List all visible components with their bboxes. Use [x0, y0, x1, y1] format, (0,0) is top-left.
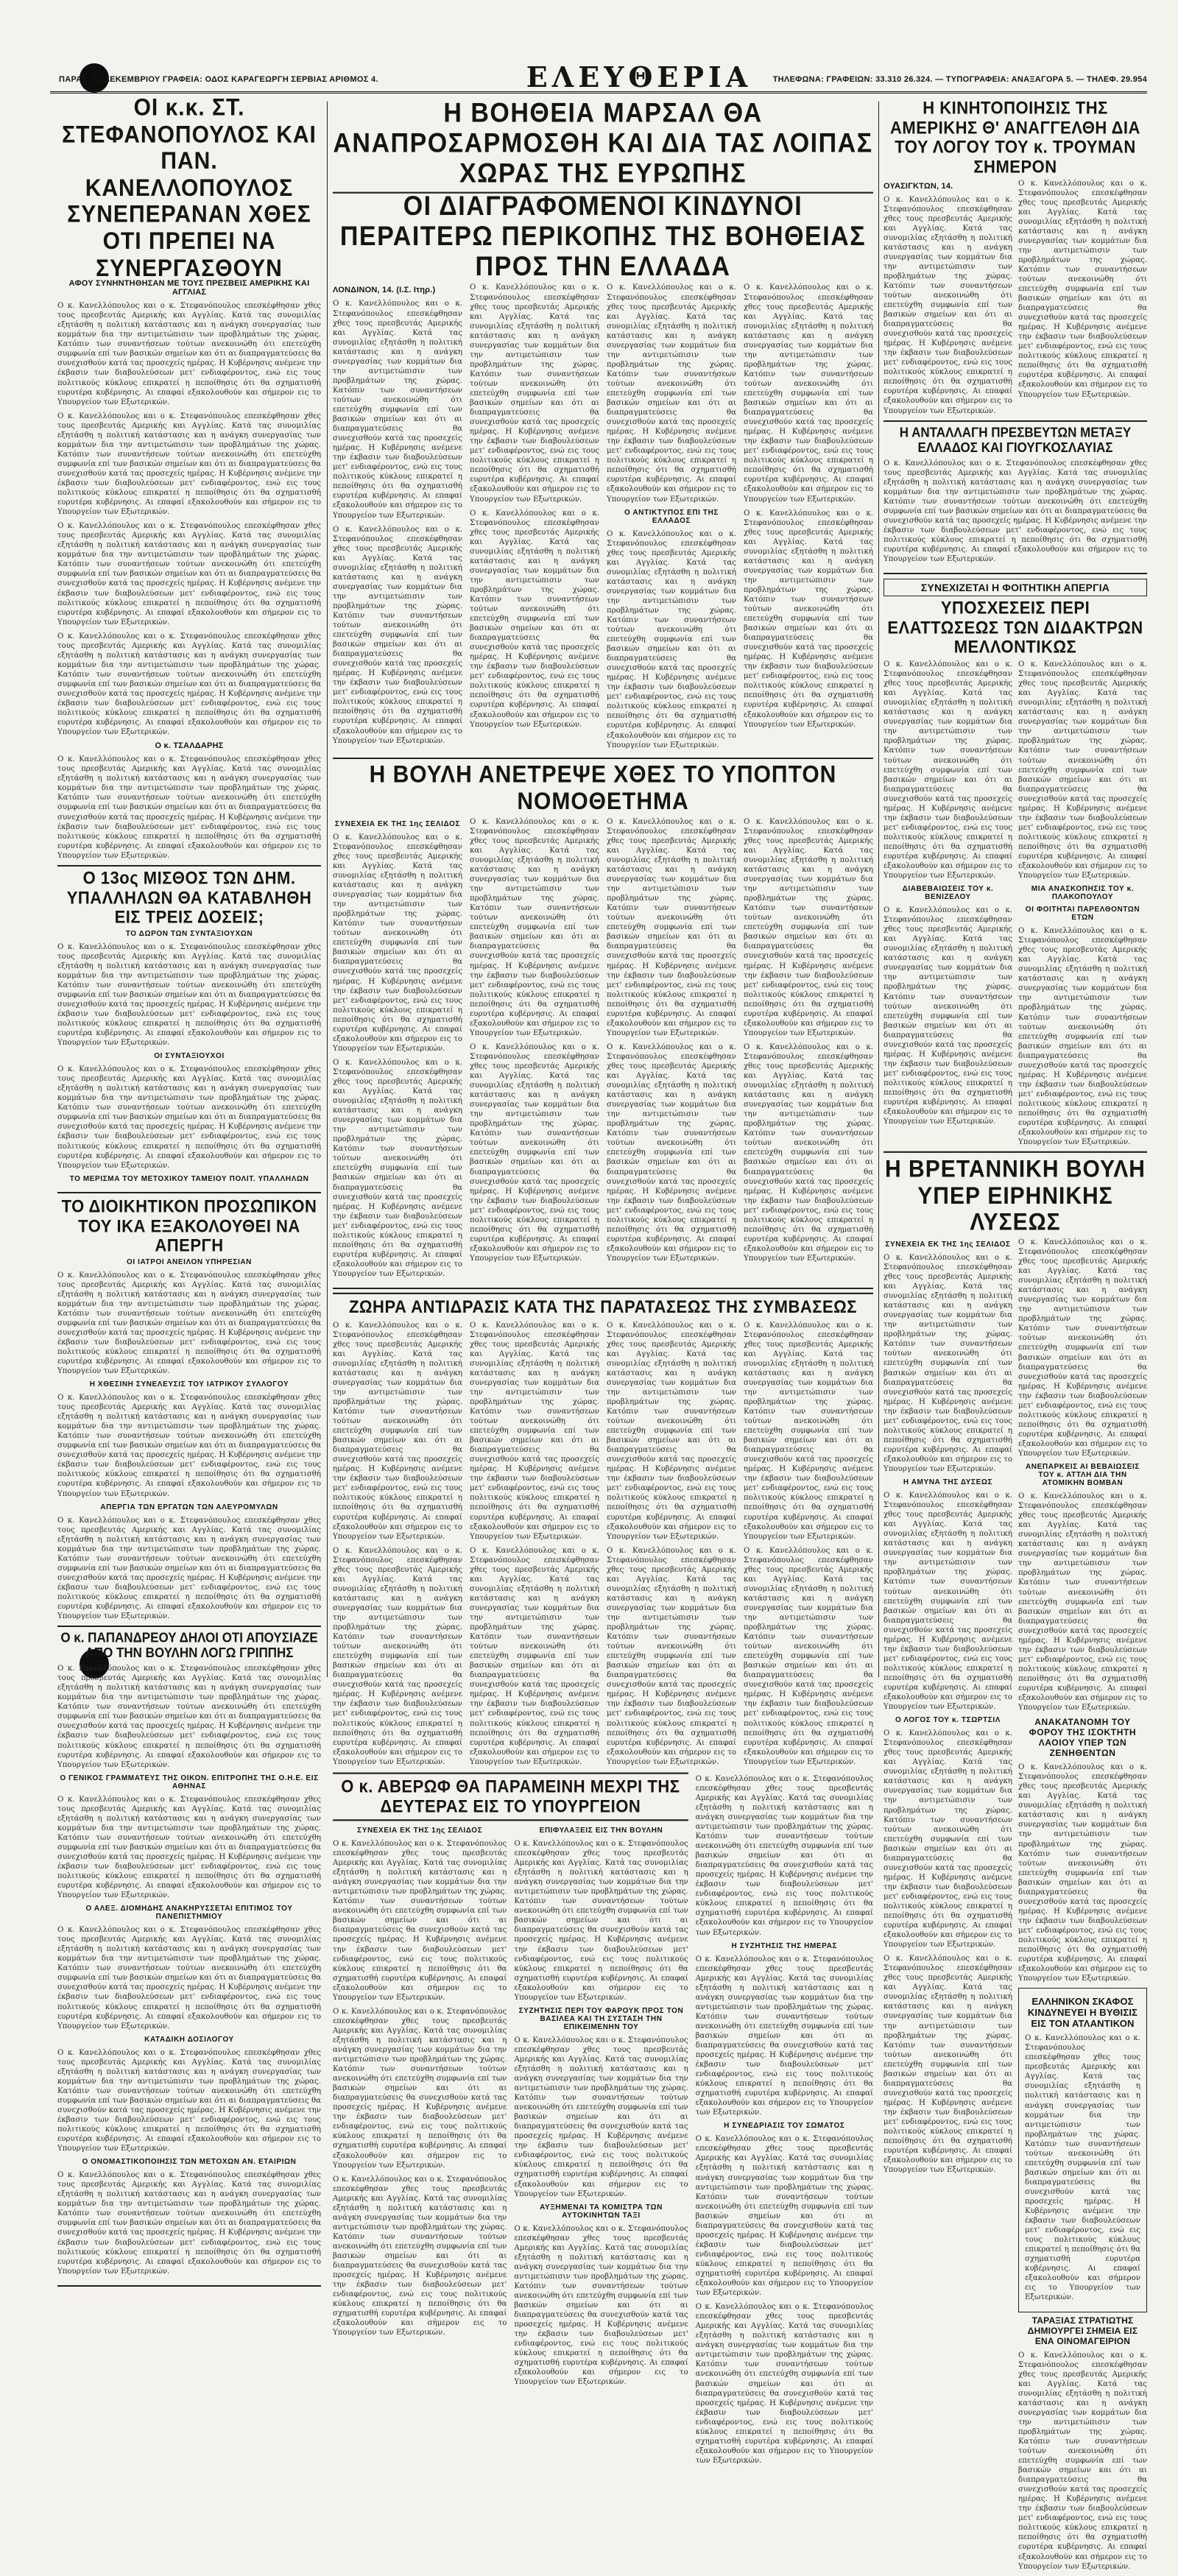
article-body: Ο κ. Κανελλόπουλος και ο κ. Στεφανόπουλος επεσκέφθησαν χθες τους πρεσβευτάς Αμερικής και Αγγλίας. Κατά τας συνομιλίας εξητάσθη η πολιτική κατάστασις και η ανάγκη συνεργασίας των κομμάτων δια την αντιμετώπισιν των προβλημάτων της χώρας. Κατόπιν των συναντήσεων τούτων ανεκοινώθη ότι επετεύχθη συμφωνία επί των βασικών σημείων και ότι αι διαπραγματεύσεις θα συνεχισθούν κατά τας προσεχείς ημέρας. Η Κυβέρνησις ανέμενε την έκβασιν των διαβουλεύσεων μετ' ενδιαφέροντος, ενώ εις τους πολιτικούς κύκλους επικρατεί η πεποίθησις ότι θα σχηματισθή ευρυτέρα κυβέρνησις. Αι επαφαί εξακολουθούν και σήμερον εις το Υπουργείον των Εξωτερικών. [470, 1042, 599, 1263]
article-body: Ο κ. Κανελλόπουλος και ο κ. Στεφανόπουλος επεσκέφθησαν χθες τους πρεσβευτάς Αμερικής και Αγγλίας. Κατά τας συνομιλίας εξητάσθη η πολιτική κατάστασις και η ανάγκη συνεργασίας των κομμάτων δια την αντιμετώπισιν των προβλημάτων της χώρας. Κατόπιν των συναντήσεων τούτων ανεκοινώθη ότι επετεύχθη συμφωνία επί των βασικών σημείων και ότι αι διαπραγματεύσεις θα συνεχισθούν κατά τας προσεχείς ημέρας. Η Κυβέρνησις ανέμενε την έκβασιν των διαβουλεύσεων μετ' ενδιαφέροντος, ενώ εις τους πολιτικούς κύκλους επικρατεί η πεποίθησις ότι θα σχηματισθή ευρυτέρα κυβέρνησις. Αι επαφαί εξακολουθούν και σήμερον εις το Υπουργείον των Εξωτερικών. [470, 1321, 599, 1541]
column-rule [327, 102, 328, 1677]
subhead: Ο ΓΕΝΙΚΟΣ ΓΡΑΜΜΑΤΕΥΣ ΤΗΣ ΟΙΚΟΝ. ΕΠΙΤΡΟΠΗΣ ΤΗΣ Ο.Η.Ε. ΕΙΣ ΑΘΗΝΑΣ [60, 1774, 319, 1790]
story-student-strike [884, 579, 1147, 1151]
article-body: Ο κ. Κανελλόπουλος και ο κ. Στεφανόπουλος επεσκέφθησαν χθες τους πρεσβευτάς Αμερικής και Αγγλίας. Κατά τας συνομιλίας εξητάσθη η πολιτική κατάστασις και η ανάγκη συνεργασίας των κομμάτων δια την αντιμετώπισιν των προβλημάτων της χώρας. Κατόπιν των συναντήσεων τούτων ανεκοινώθη ότι επετεύχθη συμφωνία επί των βασικών σημείων και ότι αι διαπραγματεύσεις θα συνεχισθούν κατά τας προσεχείς ημέρας. Η Κυβέρνησις ανέμενε την έκβασιν των διαβουλεύσεων μετ' ενδιαφέροντος, ενώ εις τους πολιτικούς κύκλους επικρατεί η πεποίθησις ότι θα σχηματισθή ευρυτέρα κυβέρνησις. Αι επαφαί εξακολουθούν και σήμερον εις το Υπουργείον των Εξωτερικών. [744, 1042, 873, 1263]
text-column [1018, 179, 1147, 420]
continued-label: ΣΥΝΕΧΕΙΑ ΕΚ ΤΗΣ 1ης ΣΕΛΙΔΟΣ [334, 819, 461, 828]
article-body: Ο κ. Κανελλόπουλος και ο κ. Στεφανόπουλος επεσκέφθησαν χθες τους πρεσβευτάς Αμερικής και Αγγλίας. Κατά τας συνομιλίας εξητάσθη η πολιτική κατάστασις και η ανάγκη συνεργασίας των κομμάτων δια την αντιμετώπισιν των προβλημάτων της χώρας. Κατόπιν των συναντήσεων τούτων ανεκοινώθη ότι επετεύχθη συμφωνία επί των βασικών σημείων και ότι αι διαπραγματεύσεις θα συνεχισθούν κατά τας προσεχείς ημέρας. Η Κυβέρνησις ανέμενε την έκβασιν των διαβουλεύσεων μετ' ενδιαφέροντος, ενώ εις τους πολιτικούς κύκλους επικρατεί η πεποίθησις ότι θα σχηματισθή ευρυτέρα κυβέρνησις. Αι επαφαί εξακολουθούν και σήμερον εις το Υπουργείον των Εξωτερικών. [57, 942, 321, 1048]
left-column [57, 94, 321, 2276]
text-column [884, 179, 1012, 420]
headline: Η ΒΡΕΤΑΝΝΙΚΗ ΒΟΥΛΗ ΥΠΕΡ ΕΙΡΗΝΙΚΗΣ ΛΥΣΕΩΣ [884, 1151, 1147, 1236]
article-body: Ο κ. Κανελλόπουλος και ο κ. Στεφανόπουλος επεσκέφθησαν χθες τους πρεσβευτάς Αμερικής και Αγγλίας. Κατά τας συνομιλίας εξητάσθη η πολιτική κατάστασις και η ανάγκη συνεργασίας των κομμάτων δια την αντιμετώπισιν των προβλημάτων της χώρας. Κατόπιν των συναντήσεων τούτων ανεκοινώθη ότι επετεύχθη συμφωνία επί των βασικών σημείων και ότι αι διαπραγματεύσεις θα συνεχισθούν κατά τας προσεχείς ημέρας. Η Κυβέρνησις ανέμενε την έκβασιν των διαβουλεύσεων μετ' ενδιαφέροντος, ενώ εις τους πολιτικούς κύκλους επικρατεί η πεποίθησις ότι θα σχηματισθή ευρυτέρα κυβέρνησις. Αι επαφαί εξακολουθούν και σήμερον εις το Υπουργείον των Εξωτερικών. [884, 906, 1012, 1126]
subhead: ΑΝΕΠΑΡΚΕΙΣ ΑΙ ΒΕΒΑΙΩΣΕΙΣ ΤΟΥ κ. ΑΤΤΛΗ ΔΙΑ ΤΗΝ ΑΤΟΜΙΚΗΝ ΒΟΜΒΑΝ [1025, 1463, 1140, 1488]
subhead: ΕΛΛΗΝΙΚΟΝ ΣΚΑΦΟΣ ΚΙΝΔΥΝΕΥΕΙ Η ΒΥΘΙΣΙΣ ΕΙΣ ΤΟΝ ΑΤΛΑΝΤΙΚΟΝ [1027, 1996, 1138, 2030]
dateline: ΛΟΝΔΙΝΟΝ, 14. (Ι.Σ. Ιτηρ.) [333, 286, 436, 295]
article-body: Ο κ. Κανελλόπουλος και ο κ. Στεφανόπουλος επεσκέφθησαν χθες τους πρεσβευτάς Αμερικής και Αγγλίας. Κατά τας συνομιλίας εξητάσθη η πολιτική κατάστασις και η ανάγκη συνεργασίας των κομμάτων δια την αντιμετώπισιν των προβλημάτων της χώρας. Κατόπιν των συναντήσεων τούτων ανεκοινώθη ότι επετεύχθη συμφωνία επί των βασικών σημείων και ότι αι διαπραγματεύσεις θα συνεχισθούν κατά τας προσεχείς ημέρας. Η Κυβέρνησις ανέμενε την έκβασιν των διαβουλεύσεων μετ' ενδιαφέροντος, ενώ εις τους πολιτικούς κύκλους επικρατεί η πεποίθησις ότι θα σχηματισθή ευρυτέρα κυβέρνησις. Αι επαφαί εξακολουθούν και σήμερον εις το Υπουργείον των Εξωτερικών. [607, 529, 736, 749]
kicker: ΣΥΝΕΧΙΖΕΤΑΙ Η ΦΟΙΤΗΤΙΚΗ ΑΠΕΡΓΙΑ [884, 579, 1147, 596]
text-column [333, 817, 462, 1283]
newspaper-title: ΕΛΕΥΘΕΡΙΑ [526, 60, 752, 93]
headline: Ο κ. ΠΑΠΑΝΔΡΕΟΥ ΔΗΛΟΙ ΟΤΙ ΑΠΟΥΣΙΑΖΕ ΑΠΟ ΤΗΝ ΒΟΥΛΗΝ ΛΟΓΩ ΓΡΙΠΠΗΣ [60, 1630, 318, 1661]
text-column [1018, 660, 1147, 1151]
article-body: Ο κ. Κανελλόπουλος και ο κ. Στεφανόπουλος επεσκέφθησαν χθες τους πρεσβευτάς Αμερικής και Αγγλίας. Κατά τας συνομιλίας εξητάσθη η πολιτική κατάστασις και η ανάγκη συνεργασίας των κομμάτων δια την αντιμετώπισιν των προβλημάτων της χώρας. Κατόπιν των συναντήσεων τούτων ανεκοινώθη ότι επετεύχθη συμφωνία επί των βασικών σημείων και ότι αι διαπραγματεύσεις θα συνεχισθούν κατά τας προσεχείς ημέρας. Η Κυβέρνησις ανέμενε την έκβασιν των διαβουλεύσεων μετ' ενδιαφέροντος, ενώ εις τους πολιτικούς κύκλους επικρατεί η πεποίθησις ότι θα σχηματισθή ευρυτέρα κυβέρνησις. Αι επαφαί εξακολουθούν και σήμερον εις το Υπουργείον των Εξωτερικών. [333, 1321, 462, 1541]
article-body: Ο κ. Κανελλόπουλος και ο κ. Στεφανόπουλος επεσκέφθησαν χθες τους πρεσβευτάς Αμερικής και Αγγλίας. Κατά τας συνομιλίας εξητάσθη η πολιτική κατάστασις και η ανάγκη συνεργασίας των κομμάτων δια την αντιμετώπισιν των προβλημάτων της χώρας. Κατόπιν των συναντήσεων τούτων ανεκοινώθη ότι επετεύχθη συμφωνία επί των βασικών σημείων και ότι αι διαπραγματεύσεις θα συνεχισθούν κατά τας προσεχείς ημέρας. Η Κυβέρνησις ανέμενε την έκβασιν των διαβουλεύσεων μετ' ενδιαφέροντος, ενώ εις τους πολιτικούς κύκλους επικρατεί η πεποίθησις ότι θα σχηματισθή ευρυτέρα κυβέρνησις. Αι επαφαί εξακολουθούν και σήμερον εις το Υπουργείον των Εξωτερικών. [57, 1665, 321, 1769]
subhead: ΔΙΑΒΕΒΑΙΩΣΕΙΣ ΤΟΥ κ. ΒΕΝΙΖΕΛΟΥ [902, 885, 994, 902]
story-papandreou [57, 1626, 321, 2287]
article-body: Ο κ. Κανελλόπουλος και ο κ. Στεφανόπουλος επεσκέφθησαν χθες τους πρεσβευτάς Αμερικής και Αγγλίας. Κατά τας συνομιλίας εξητάσθη η πολιτική κατάστασις και η ανάγκη συνεργασίας των κομμάτων δια την αντιμετώπισιν των προβλημάτων της χώρας. Κατόπιν των συναντήσεων τούτων ανεκοινώθη ότι επετεύχθη συμφωνία επί των βασικών σημείων και ότι αι διαπραγματεύσεις θα συνεχισθούν κατά τας προσεχείς ημέρας. Η Κυβέρνησις ανέμενε την έκβασιν των διαβουλεύσεων μετ' ενδιαφέροντος, ενώ εις τους πολιτικούς κύκλους επικρατεί η πεποίθησις ότι θα σχηματισθή ευρυτέρα κυβέρνησις. Αι επαφαί εξακολουθούν και σήμερον εις το Υπουργείον των Εξωτερικών. [695, 1774, 873, 1937]
article-body: Ο κ. Κανελλόπουλος και ο κ. Στεφανόπουλος επεσκέφθησαν χθες τους πρεσβευτάς Αμερικής και Αγγλίας. Κατά τας συνομιλίας εξητάσθη η πολιτική κατάστασις και η ανάγκη συνεργασίας των κομμάτων δια την αντιμετώπισιν των προβλημάτων της χώρας. Κατόπιν των συναντήσεων τούτων ανεκοινώθη ότι επετεύχθη συμφωνία επί των βασικών σημείων και ότι αι διαπραγματεύσεις θα συνεχισθούν κατά τας προσεχείς ημέρας. Η Κυβέρνησις ανέμενε την έκβασιν των διαβουλεύσεων μετ' ενδιαφέροντος, ενώ εις τους πολιτικούς κύκλους επικρατεί η πεποίθησις ότι θα σχηματισθή ευρυτέρα κυβέρνησις. Αι επαφαί εξακολουθούν και σήμερον εις το Υπουργείον των Εξωτερικών. [744, 817, 873, 1037]
article-body: Ο κ. Κανελλόπουλος και ο κ. Στεφανόπουλος επεσκέφθησαν χθες τους πρεσβευτάς Αμερικής και Αγγλίας. Κατά τας συνομιλίας εξητάσθη η πολιτική κατάστασις και η ανάγκη συνεργασίας των κομμάτων δια την αντιμετώπισιν των προβλημάτων της χώρας. Κατόπιν των συναντήσεων τούτων ανεκοινώθη ότι επετεύχθη συμφωνία επί των βασικών σημείων και ότι αι διαπραγματεύσεις θα συνεχισθούν κατά τας προσεχείς ημέρας. Η Κυβέρνησις ανέμενε την έκβασιν των διαβουλεύσεων μετ' ενδιαφέροντος, ενώ εις τους πολιτικούς κύκλους επικρατεί η πεποίθησις ότι θα σχηματισθή ευρυτέρα κυβέρνησις. Αι επαφαί εξακολουθούν και σήμερον εις το Υπουργείον των Εξωτερικών. [884, 195, 1012, 415]
story-stefanopoulos [57, 94, 321, 861]
center-column [333, 98, 873, 2465]
right-column [884, 97, 1147, 2571]
headline: ΟΙ κ.κ. ΣΤ. ΣΤΕΦΑΝΟΠΟΥΛΟΣ ΚΑΙ ΠΑΝ. ΚΑΝΕΛΛΟΠΟΥΛΟΣ ΣΥΝΕΠΕΡΑΝΑΝ ΧΘΕΣ ΟΤΙ ΠΡΕΠΕΙ ΝΑ ΣΥΝΕΡΓΑΣΘΟΥΝ [62, 94, 317, 281]
text-column [470, 283, 599, 754]
subhead: Ο ΟΝΟΜΑΣΤΙΚΟΠΟΙΗΣΙΣ ΤΩΝ ΜΕΤΟΧΩΝ ΑΝ. ΕΤΑΙΡΙΩΝ [82, 2158, 297, 2167]
article-body: Ο κ. Κανελλόπουλος και ο κ. Στεφανόπουλος επεσκέφθησαν χθες τους πρεσβευτάς Αμερικής και Αγγλίας. Κατά τας συνομιλίας εξητάσθη η πολιτική κατάστασις και η ανάγκη συνεργασίας των κομμάτων δια την αντιμετώπισιν των προβλημάτων της χώρας. Κατόπιν των συναντήσεων τούτων ανεκοινώθη ότι επετεύχθη συμφωνία επί των βασικών σημείων και ότι αι διαπραγματεύσεις θα συνεχισθούν κατά τας προσεχείς ημέρας. Η Κυβέρνησις ανέμενε την έκβασιν των διαβουλεύσεων μετ' ενδιαφέροντος, ενώ εις τους πολιτικούς κύκλους επικρατεί η πεποίθησις ότι θα σχηματισθή ευρυτέρα κυβέρνησις. Αι επαφαί εξακολουθούν και σήμερον εις το Υπουργείον των Εξωτερικών. [57, 1516, 321, 1621]
article-body: Ο κ. Κανελλόπουλος και ο κ. Στεφανόπουλος επεσκέφθησαν χθες τους πρεσβευτάς Αμερικής και Αγγλίας. Κατά τας συνομιλίας εξητάσθη η πολιτική κατάστασις και η ανάγκη συνεργασίας των κομμάτων δια την αντιμετώπισιν των προβλημάτων της χώρας. Κατόπιν των συναντήσεων τούτων ανεκοινώθη ότι επετεύχθη συμφωνία επί των βασικών σημείων και ότι αι διαπραγματεύσεις θα συνεχισθούν κατά τας προσεχείς ημέρας. Η Κυβέρνησις ανέμενε την έκβασιν των διαβουλεύσεων μετ' ενδιαφέροντος, ενώ εις τους πολιτικούς κύκλους επικρατεί η πεποίθησις ότι θα σχηματισθή ευρυτέρα κυβέρνησις. Αι επαφαί εξακολουθούν και σήμερον εις το Υπουργείον των Εξωτερικών. [1018, 927, 1147, 1147]
article-body: Ο κ. Κανελλόπουλος και ο κ. Στεφανόπουλος επεσκέφθησαν χθες τους πρεσβευτάς Αμερικής και Αγγλίας. Κατά τας συνομιλίας εξητάσθη η πολιτική κατάστασις και η ανάγκη συνεργασίας των κομμάτων δια την αντιμετώπισιν των προβλημάτων της χώρας. Κατόπιν των συναντήσεων τούτων ανεκοινώθη ότι επετεύχθη συμφωνία επί των βασικών σημείων και ότι αι διαπραγματεύσεις θα συνεχισθούν κατά τας προσεχείς ημέρας. Η Κυβέρνησις ανέμενε την έκβασιν των διαβουλεύσεων μετ' ενδιαφέροντος, ενώ εις τους πολιτικούς κύκλους επικρατεί η πεποίθησις ότι θα σχηματισθή ευρυτέρα κυβέρνησις. Αι επαφαί εξακολουθούν και σήμερον εις το Υπουργείον των Εξωτερικών. [57, 1271, 321, 1375]
article-body: Ο κ. Κανελλόπουλος και ο κ. Στεφανόπουλος επεσκέφθησαν χθες τους πρεσβευτάς Αμερικής και Αγγλίας. Κατά τας συνομιλίας εξητάσθη η πολιτική κατάστασις και η ανάγκη συνεργασίας των κομμάτων δια την αντιμετώπισιν των προβλημάτων της χώρας. Κατόπιν των συναντήσεων τούτων ανεκοινώθη ότι επετεύχθη συμφωνία επί των βασικών σημείων και ότι αι διαπραγματεύσεις θα συνεχισθούν κατά τας προσεχείς ημέρας. Η Κυβέρνησις ανέμενε την έκβασιν των διαβουλεύσεων μετ' ενδιαφέροντος, ενώ εις τους πολιτικούς κύκλους επικρατεί η πεποίθησις ότι θα σχηματισθή ευρυτέρα κυβέρνησις. Αι επαφαί εξακολουθούν και σήμερον εις το Υπουργείον των Εξωτερικών. [884, 660, 1012, 881]
parliament-body-columns [333, 817, 873, 1283]
article-body: Ο κ. Κανελλόπουλος και ο κ. Στεφανόπουλος επεσκέφθησαν χθες τους πρεσβευτάς Αμερικής και Αγγλίας. Κατά τας συνομιλίας εξητάσθη η πολιτική κατάστασις και η ανάγκη συνεργασίας των κομμάτων δια την αντιμετώπισιν των προβλημάτων της χώρας. Κατόπιν των συναντήσεων τούτων ανεκοινώθη ότι επετεύχθη συμφωνία επί των βασικών σημείων και ότι αι διαπραγματεύσεις θα συνεχισθούν κατά τας προσεχείς ημέρας. Η Κυβέρνησις ανέμενε την έκβασιν των διαβουλεύσεων μετ' ενδιαφέροντος, ενώ εις τους πολιτικούς κύκλους επικρατεί η πεποίθησις ότι θα σχηματισθή ευρυτέρα κυβέρνησις. Αι επαφαί εξακολουθούν και σήμερον εις το Υπουργείον των Εξωτερικών. [514, 2036, 688, 2198]
article-body: Ο κ. Κανελλόπουλος και ο κ. Στεφανόπουλος επεσκέφθησαν χθες τους πρεσβευτάς Αμερικής και Αγγλίας. Κατά τας συνομιλίας εξητάσθη η πολιτική κατάστασις και η ανάγκη συνεργασίας των κομμάτων δια την αντιμετώπισιν των προβλημάτων της χώρας. Κατόπιν των συναντήσεων τούτων ανεκοινώθη ότι επετεύχθη συμφωνία επί των βασικών σημείων και ότι αι διαπραγματεύσεις θα συνεχισθούν κατά τας προσεχείς ημέρας. Η Κυβέρνησις ανέμενε την έκβασιν των διαβουλεύσεων μετ' ενδιαφέροντος, ενώ εις τους πολιτικούς κύκλους επικρατεί η πεποίθησις ότι θα σχηματισθή ευρυτέρα κυβέρνησις. Αι επαφαί εξακολουθούν και σήμερον εις το Υπουργείον των Εξωτερικών. [57, 632, 321, 737]
lead-headline-secondary: ΟΙ ΔΙΑΓΡΑΦΟΜΕΝΟΙ ΚΙΝΔΥΝΟΙ ΠΕΡΑΙΤΕΡΩ ΠΕΡΙΚΟΠΗΣ ΤΗΣ ΒΟΗΘΕΙΑΣ ΠΡΟΣ ΤΗΝ ΕΛΛΑΔΑ [339, 191, 867, 282]
text-column [744, 817, 873, 1283]
text-column [607, 817, 736, 1283]
article-body: Ο κ. Κανελλόπουλος και ο κ. Στεφανόπουλος επεσκέφθησαν χθες τους πρεσβευτάς Αμερικής και Αγγλίας. Κατά τας συνομιλίας εξητάσθη η πολιτική κατάστασις και η ανάγκη συνεργασίας των κομμάτων δια την αντιμετώπισιν των προβλημάτων της χώρας. Κατόπιν των συναντήσεων τούτων ανεκοινώθη ότι επετεύχθη συμφωνία επί των βασικών σημείων και ότι αι διαπραγματεύσεις θα συνεχισθούν κατά τας προσεχείς ημέρας. Η Κυβέρνησις ανέμενε την έκβασιν των διαβουλεύσεων μετ' ενδιαφέροντος, ενώ εις τους πολιτικούς κύκλους επικρατεί η πεποίθησις ότι θα σχηματισθή ευρυτέρα κυβέρνησις. Αι επαφαί εξακολουθούν και σήμερον εις το Υπουργείον των Εξωτερικών. [1018, 1763, 1147, 1983]
text-column [744, 1321, 873, 1771]
truman-body-columns [884, 179, 1147, 420]
lead-body-columns [333, 283, 873, 754]
subhead: Η ΧΘΕΣΙΝΗ ΣΥΝΕΛΕΥΣΙΣ ΤΟΥ ΙΑΤΡΙΚΟΥ ΣΥΛΛΟΓΟΥ [89, 1380, 289, 1389]
article-body: Ο κ. Κανελλόπουλος και ο κ. Στεφανόπουλος επεσκέφθησαν χθες τους πρεσβευτάς Αμερικής και Αγγλίας. Κατά τας συνομιλίας εξητάσθη η πολιτική κατάστασις και η ανάγκη συνεργασίας των κομμάτων δια την αντιμετώπισιν των προβλημάτων της χώρας. Κατόπιν των συναντήσεων τούτων ανεκοινώθη ότι επετεύχθη συμφωνία επί των βασικών σημείων και ότι αι διαπραγματεύσεις θα συνεχισθούν κατά τας προσεχείς ημέρας. Η Κυβέρνησις ανέμενε την έκβασιν των διαβουλεύσεων μετ' ενδιαφέροντος, ενώ εις τους πολιτικούς κύκλους επικρατεί η πεποίθησις ότι θα σχηματισθή ευρυτέρα κυβέρνησις. Αι επαφαί εξακολουθούν και σήμερον εις το Υπουργείον των Εξωτερικών. [744, 1546, 873, 1766]
headline: Η ΑΝΤΑΛΛΑΓΗ ΠΡΕΣΒΕΥΤΩΝ ΜΕΤΑΞΥ ΕΛΛΑΔΟΣ ΚΑΙ ΓΙΟΥΓΚΟΣΛΑΥΙΑΣ [899, 425, 1132, 456]
text-column [333, 1321, 462, 1771]
story-truman [884, 97, 1147, 420]
article-body: Ο κ. Κανελλόπουλος και ο κ. Στεφανόπουλος επεσκέφθησαν χθες τους πρεσβευτάς Αμερικής και Αγγλίας. Κατά τας συνομιλίας εξητάσθη η πολιτική κατάστασις και η ανάγκη συνεργασίας των κομμάτων δια την αντιμετώπισιν των προβλημάτων της χώρας. Κατόπιν των συναντήσεων τούτων ανεκοινώθη ότι επετεύχθη συμφωνία επί των βασικών σημείων και ότι αι διαπραγματεύσεις θα συνεχισθούν κατά τας προσεχείς ημέρας. Η Κυβέρνησις ανέμενε την έκβασιν των διαβουλεύσεων μετ' ενδιαφέροντος, ενώ εις τους πολιτικούς κύκλους επικρατεί η πεποίθησις ότι θα σχηματισθή ευρυτέρα κυβέρνησις. Αι επαφαί εξακολουθούν και σήμερον εις το Υπουργείον των Εξωτερικών. [470, 509, 599, 729]
headline: ΖΩΗΡΑ ΑΝΤΙΔΡΑΣΙΣ ΚΑΤΑ ΤΗΣ ΠΑΡΑΤΑΣΕΩΣ ΤΗΣ ΣΥΜΒΑΣΕΩΣ [333, 1293, 873, 1317]
article-body: Ο κ. Κανελλόπουλος και ο κ. Στεφανόπουλος επεσκέφθησαν χθες τους πρεσβευτάς Αμερικής και Αγγλίας. Κατά τας συνομιλίας εξητάσθη η πολιτική κατάστασις και η ανάγκη συνεργασίας των κομμάτων δια την αντιμετώπισιν των προβλημάτων της χώρας. Κατόπιν των συναντήσεων τούτων ανεκοινώθη ότι επετεύχθη συμφωνία επί των βασικών σημείων και ότι αι διαπραγματεύσεις θα συνεχισθούν κατά τας προσεχείς ημέρας. Η Κυβέρνησις ανέμενε την έκβασιν των διαβουλεύσεων μετ' ενδιαφέροντος, ενώ εις τους πολιτικούς κύκλους επικρατεί η πεποίθησις ότι θα σχηματισθή ευρυτέρα κυβέρνησις. Αι επαφαί εξακολουθούν και σήμερον εις το Υπουργείον των Εξωτερικών. [695, 2303, 873, 2465]
subhead: ΟΙ ΙΑΤΡΟΙ ΑΝΕΙΛΟΝ ΥΠΗΡΕΣΙΑΝ [126, 1257, 252, 1266]
byline: Ο κ. ΤΣΑΛΔΑΡΗΣ [155, 741, 224, 751]
article-body: Ο κ. Κανελλόπουλος και ο κ. Στεφανόπουλος επεσκέφθησαν χθες τους πρεσβευτάς Αμερικής και Αγγλίας. Κατά τας συνομιλίας εξητάσθη η πολιτική κατάστασις και η ανάγκη συνεργασίας των κομμάτων δια την αντιμετώπισιν των προβλημάτων της χώρας. Κατόπιν των συναντήσεων τούτων ανεκοινώθη ότι επετεύχθη συμφωνία επί των βασικών σημείων και ότι αι διαπραγματεύσεις θα συνεχισθούν κατά τας προσεχείς ημέρας. Η Κυβέρνησις ανέμενε την έκβασιν των διαβουλεύσεων μετ' ενδιαφέροντος, ενώ εις τους πολιτικούς κύκλους επικρατεί η πεποίθησις ότι θα σχηματισθή ευρυτέρα κυβέρνησις. Αι επαφαί εξακολουθούν και σήμερον εις το Υπουργείον των Εξωτερικών. [57, 1795, 321, 1900]
article-body: Ο κ. Κανελλόπουλος και ο κ. Στεφανόπουλος επεσκέφθησαν χθες τους πρεσβευτάς Αμερικής και Αγγλίας. Κατά τας συνομιλίας εξητάσθη η πολιτική κατάστασις και η ανάγκη συνεργασίας των κομμάτων δια την αντιμετώπισιν των προβλημάτων της χώρας. Κατόπιν των συναντήσεων τούτων ανεκοινώθη ότι επετεύχθη συμφωνία επί των βασικών σημείων και ότι αι διαπραγματεύσεις θα συνεχισθούν κατά τας προσεχείς ημέρας. Η Κυβέρνησις ανέμενε την έκβασιν των διαβουλεύσεων μετ' ενδιαφέροντος, ενώ εις τους πολιτικούς κύκλους επικρατεί η πεποίθησις ότι θα σχηματισθή ευρυτέρα κυβέρνησις. Αι επαφαί εξακολουθούν και σήμερον εις το Υπουργείον των Εξωτερικών. [1018, 660, 1147, 881]
article-body: Ο κ. Κανελλόπουλος και ο κ. Στεφανόπουλος επεσκέφθησαν χθες τους πρεσβευτάς Αμερικής και Αγγλίας. Κατά τας συνομιλίας εξητάσθη η πολιτική κατάστασις και η ανάγκη συνεργασίας των κομμάτων δια την αντιμετώπισιν των προβλημάτων της χώρας. Κατόπιν των συναντήσεων τούτων ανεκοινώθη ότι επετεύχθη συμφωνία επί των βασικών σημείων και ότι αι διαπραγματεύσεις θα συνεχισθούν κατά τας προσεχείς ημέρας. Η Κυβέρνησις ανέμενε την έκβασιν των διαβουλεύσεων μετ' ενδιαφέροντος, ενώ εις τους πολιτικούς κύκλους επικρατεί η πεποίθησις ότι θα σχηματισθή ευρυτέρα κυβέρνησις. Αι επαφαί εξακολουθούν και σήμερον εις το Υπουργείον των Εξωτερικών. [57, 1394, 321, 1498]
story-averof [333, 1774, 873, 2470]
britain-body-columns [884, 1238, 1147, 2576]
story-britain [884, 1154, 1147, 2575]
subhead: ΑΠΕΡΓΙΑ ΤΩΝ ΕΡΓΑΤΩΝ ΤΩΝ ΑΛΕΥΡΟΜΥΛΩΝ [100, 1503, 278, 1511]
story-ika-strike [57, 1196, 321, 1621]
headline: Η ΚΙΝΗΤΟΠΟΙΗΣΙΣ ΤΗΣ ΑΜΕΡΙΚΗΣ Θ' ΑΝΑΓΓΕΛΘΗ ΔΙΑ ΤΟΥ ΛΟΓΟΥ ΤΟΥ κ. ΤΡΟΥΜΑΝ ΣΗΜΕΡΟΝ [890, 97, 1140, 177]
headline: Η ΒΟΥΛΗ ΑΝΕΤΡΕΨΕ ΧΘΕΣ ΤΟ ΥΠΟΠΤΟΝ ΝΟΜΟΘΕΤΗΜΑ [369, 761, 837, 814]
article-body: Ο κ. Κανελλόπουλος και ο κ. Στεφανόπουλος επεσκέφθησαν χθες τους πρεσβευτάς Αμερικής και Αγγλίας. Κατά τας συνομιλίας εξητάσθη η πολιτική κατάστασις και η ανάγκη συνεργασίας των κομμάτων δια την αντιμετώπισιν των προβλημάτων της χώρας. Κατόπιν των συναντήσεων τούτων ανεκοινώθη ότι επετεύχθη συμφωνία επί των βασικών σημείων και ότι αι διαπραγματεύσεις θα συνεχισθούν κατά τας προσεχείς ημέρας. Η Κυβέρνησις ανέμενε την έκβασιν των διαβουλεύσεων μετ' ενδιαφέροντος, ενώ εις τους πολιτικούς κύκλους επικρατεί η πεποίθησις ότι θα σχηματισθή ευρυτέρα κυβέρνησις. Αι επαφαί εξακολουθούν και σήμερον εις το Υπουργείον των Εξωτερικών. [695, 2135, 873, 2298]
continued-label: ΣΥΝΕΧΕΙΑ ΕΚ ΤΗΣ 1ης ΣΕΛΙΔΟΣ [885, 1240, 1011, 1249]
story-13th-salary [57, 865, 321, 1193]
article-body: Ο κ. Κανελλόπουλος και ο κ. Στεφανόπουλος επεσκέφθησαν χθες τους πρεσβευτάς Αμερικής και Αγγλίας. Κατά τας συνομιλίας εξητάσθη η πολιτική κατάστασις και η ανάγκη συνεργασίας των κομμάτων δια την αντιμετώπισιν των προβλημάτων της χώρας. Κατόπιν των συναντήσεων τούτων ανεκοινώθη ότι επετεύχθη συμφωνία επί των βασικών σημείων και ότι αι διαπραγματεύσεις θα συνεχισθούν κατά τας προσεχείς ημέρας. Η Κυβέρνησις ανέμενε την έκβασιν των διαβουλεύσεων μετ' ενδιαφέροντος, ενώ εις τους πολιτικούς κύκλους επικρατεί η πεποίθησις ότι θα σχηματισθή ευρυτέρα κυβέρνησις. Αι επαφαί εξακολουθούν και σήμερον εις το Υπουργείον των Εξωτερικών. [607, 1546, 736, 1766]
continued-label: ΣΥΝΕΧΕΙΑ ΕΚ ΤΗΣ 1ης ΣΕΛΙΔΟΣ [357, 1827, 483, 1835]
article-body: Ο κ. Κανελλόπουλος και ο κ. Στεφανόπουλος επεσκέφθησαν χθες τους πρεσβευτάς Αμερικής και Αγγλίας. Κατά τας συνομιλίας εξητάσθη η πολιτική κατάστασις και η ανάγκη συνεργασίας των κομμάτων δια την αντιμετώπισιν των προβλημάτων της χώρας. Κατόπιν των συναντήσεων τούτων ανεκοινώθη ότι επετεύχθη συμφωνία επί των βασικών σημείων και ότι αι διαπραγματεύσεις θα συνεχισθούν κατά τας προσεχείς ημέρας. Η Κυβέρνησις ανέμενε την έκβασιν των διαβουλεύσεων μετ' ενδιαφέροντος, ενώ εις τους πολιτικούς κύκλους επικρατεί η πεποίθησις ότι θα σχηματισθή ευρυτέρα κυβέρνησις. Αι επαφαί εξακολουθούν και σήμερον εις το Υπουργείον των Εξωτερικών. [57, 2048, 321, 2153]
article-body: Ο κ. Κανελλόπουλος και ο κ. Στεφανόπουλος επεσκέφθησαν χθες τους πρεσβευτάς Αμερικής και Αγγλίας. Κατά τας συνομιλίας εξητάσθη η πολιτική κατάστασις και η ανάγκη συνεργασίας των κομμάτων δια την αντιμετώπισιν των προβλημάτων της χώρας. Κατόπιν των συναντήσεων τούτων ανεκοινώθη ότι επετεύχθη συμφωνία επί των βασικών σημείων και ότι αι διαπραγματεύσεις θα συνεχισθούν κατά τας προσεχείς ημέρας. Η Κυβέρνησις ανέμενε την έκβασιν των διαβουλεύσεων μετ' ενδιαφέροντος, ενώ εις τους πολιτικούς κύκλους επικρατεί η πεποίθησις ότι θα σχηματισθή ευρυτέρα κυβέρνησις. Αι επαφαί εξακολουθούν και σήμερον εις το Υπουργείον των Εξωτερικών. [57, 2171, 321, 2276]
averof-side [696, 1774, 873, 2470]
article-body: Ο κ. Κανελλόπουλος και ο κ. Στεφανόπουλος επεσκέφθησαν χθες τους πρεσβευτάς Αμερικής και Αγγλίας. Κατά τας συνομιλίας εξητάσθη η πολιτική κατάστασις και η ανάγκη συνεργασίας των κομμάτων δια την αντιμετώπισιν των προβλημάτων της χώρας. Κατόπιν των συναντήσεων τούτων ανεκοινώθη ότι επετεύχθη συμφωνία επί των βασικών σημείων και ότι αι διαπραγματεύσεις θα συνεχισθούν κατά τας προσεχείς ημέρας. Η Κυβέρνησις ανέμενε την έκβασιν των διαβουλεύσεων μετ' ενδιαφέροντος, ενώ εις τους πολιτικούς κύκλους επικρατεί η πεποίθησις ότι θα σχηματισθή ευρυτέρα κυβέρνησις. Αι επαφαί εξακολουθούν και σήμερον εις το Υπουργείον των Εξωτερικών. [1018, 1238, 1147, 1458]
reactions-body-columns [333, 1321, 873, 1771]
subhead: ΣΥΖΗΤΗΣΙΣ ΠΕΡΙ ΤΟΥ ΦΑΡΟΥΚ ΠΡΟΣ ΤΟΝ ΒΑΣΙΛΕΑ ΚΑΙ ΤΗ ΣΥΣΤΑΣΗ ΤΗΝ ΕΠΙΚΕΙΜΕΝΗΝ ΤΟΥ [518, 2006, 684, 2031]
article-body: Ο κ. Κανελλόπουλος και ο κ. Στεφανόπουλος επεσκέφθησαν χθες τους πρεσβευτάς Αμερικής και Αγγλίας. Κατά τας συνομιλίας εξητάσθη η πολιτική κατάστασις και η ανάγκη συνεργασίας των κομμάτων δια την αντιμετώπισιν των προβλημάτων της χώρας. Κατόπιν των συναντήσεων τούτων ανεκοινώθη ότι επετεύχθη συμφωνία επί των βασικών σημείων και ότι αι διαπραγματεύσεις θα συνεχισθούν κατά τας προσεχείς ημέρας. Η Κυβέρνησις ανέμενε την έκβασιν των διαβουλεύσεων μετ' ενδιαφέροντος, ενώ εις τους πολιτικούς κύκλους επικρατεί η πεποίθησις ότι θα σχηματισθή ευρυτέρα κυβέρνησις. Αι επαφαί εξακολουθούν και σήμερον εις το Υπουργείον των Εξωτερικών. [607, 1042, 736, 1263]
dateline: ΟΥΑΣΙΓΚΤΩΝ, 14. [884, 181, 953, 191]
article-body: Ο κ. Κανελλόπουλος και ο κ. Στεφανόπουλος επεσκέφθησαν χθες τους πρεσβευτάς Αμερικής και Αγγλίας. Κατά τας συνομιλίας εξητάσθη η πολιτική κατάστασις και η ανάγκη συνεργασίας των κομμάτων δια την αντιμετώπισιν των προβλημάτων της χώρας. Κατόπιν των συναντήσεων τούτων ανεκοινώθη ότι επετεύχθη συμφωνία επί των βασικών σημείων και ότι αι διαπραγματεύσεις θα συνεχισθούν κατά τας προσεχείς ημέρας. Η Κυβέρνησις ανέμενε την έκβασιν των διαβουλεύσεων μετ' ενδιαφέροντος, ενώ εις τους πολιτικούς κύκλους επικρατεί η πεποίθησις ότι θα σχηματισθή ευρυτέρα κυβέρνησις. Αι επαφαί εξακολουθούν και σήμερον εις το Υπουργείον των Εξωτερικών. [57, 522, 321, 627]
article-body: Ο κ. Κανελλόπουλος και ο κ. Στεφανόπουλος επεσκέφθησαν χθες τους πρεσβευτάς Αμερικής και Αγγλίας. Κατά τας συνομιλίας εξητάσθη η πολιτική κατάστασις και η ανάγκη συνεργασίας των κομμάτων δια την αντιμετώπισιν των προβλημάτων της χώρας. Κατόπιν των συναντήσεων τούτων ανεκοινώθη ότι επετεύχθη συμφωνία επί των βασικών σημείων και ότι αι διαπραγματεύσεις θα συνεχισθούν κατά τας προσεχείς ημέρας. Η Κυβέρνησις ανέμενε την έκβασιν των διαβουλεύσεων μετ' ενδιαφέροντος, ενώ εις τους πολιτικούς κύκλους επικρατεί η πεποίθησις ότι θα σχηματισθή ευρυτέρα κυβέρνησις. Αι επαφαί εξακολουθούν και σήμερον εις το Υπουργείον των Εξωτερικών. [333, 1058, 462, 1278]
article-body: Ο κ. Κανελλόπουλος και ο κ. Στεφανόπουλος επεσκέφθησαν χθες τους πρεσβευτάς Αμερικής και Αγγλίας. Κατά τας συνομιλίας εξητάσθη η πολιτική κατάστασις και η ανάγκη συνεργασίας των κομμάτων δια την αντιμετώπισιν των προβλημάτων της χώρας. Κατόπιν των συναντήσεων τούτων ανεκοινώθη ότι επετεύχθη συμφωνία επί των βασικών σημείων και ότι αι διαπραγματεύσεις θα συνεχισθούν κατά τας προσεχείς ημέρας. Η Κυβέρνησις ανέμενε την έκβασιν των διαβουλεύσεων μετ' ενδιαφέροντος, ενώ εις τους πολιτικούς κύκλους επικρατεί η πεποίθησις ότι θα σχηματισθή ευρυτέρα κυβέρνησις. Αι επαφαί εξακολουθούν και σήμερον εις το Υπουργείον των Εξωτερικών. [607, 283, 736, 504]
article-body: Ο κ. Κανελλόπουλος και ο κ. Στεφανόπουλος επεσκέφθησαν χθες τους πρεσβευτάς Αμερικής και Αγγλίας. Κατά τας συνομιλίας εξητάσθη η πολιτική κατάστασις και η ανάγκη συνεργασίας των κομμάτων δια την αντιμετώπισιν των προβλημάτων της χώρας. Κατόπιν των συναντήσεων τούτων ανεκοινώθη ότι επετεύχθη συμφωνία επί των βασικών σημείων και ότι αι διαπραγματεύσεις θα συνεχισθούν κατά τας προσεχείς ημέρας. Η Κυβέρνησις ανέμενε την έκβασιν των διαβουλεύσεων μετ' ενδιαφέροντος, ενώ εις τους πολιτικούς κύκλους επικρατεί η πεποίθησις ότι θα σχηματισθή ευρυτέρα κυβέρνησις. Αι επαφαί εξακολουθούν και σήμερον εις το Υπουργείον των Εξωτερικών. [884, 1253, 1012, 1473]
averof-body-columns [333, 1824, 688, 2391]
text-column [470, 817, 599, 1283]
lead-headline: Η ΒΟΗΘΕΙΑ ΜΑΡΣΑΛ ΘΑ ΑΝΑΠΡΟΣΑΡΜΟΣΘΗ ΚΑΙ ΔΙΑ ΤΑΣ ΛΟΙΠΑΣ ΧΩΡΑΣ ΤΗΣ ΕΥΡΩΠΗΣ [333, 98, 873, 194]
subhead: ΟΙ ΦΟΙΤΗΤΑΙ ΠΑΡΕΛΘΟΝΤΩΝ ΕΤΩΝ [1025, 906, 1140, 922]
article-body: Ο κ. Κανελλόπουλος και ο κ. Στεφανόπουλος επεσκέφθησαν χθες τους πρεσβευτάς Αμερικής και Αγγλίας. Κατά τας συνομιλίας εξητάσθη η πολιτική κατάστασις και η ανάγκη συνεργασίας των κομμάτων δια την αντιμετώπισιν των προβλημάτων της χώρας. Κατόπιν των συναντήσεων τούτων ανεκοινώθη ότι επετεύχθη συμφωνία επί των βασικών σημείων και ότι αι διαπραγματεύσεις θα συνεχισθούν κατά τας προσεχείς ημέρας. Η Κυβέρνησις ανέμενε την έκβασιν των διαβουλεύσεων μετ' ενδιαφέροντος, ενώ εις τους πολιτικούς κύκλους επικρατεί η πεποίθησις ότι θα σχηματισθή ευρυτέρα κυβέρνησις. Αι επαφαί εξακολουθούν και σήμερον εις το Υπουργείον των Εξωτερικών. [884, 1492, 1012, 1712]
article-body: Ο κ. Κανελλόπουλος και ο κ. Στεφανόπουλος επεσκέφθησαν χθες τους πρεσβευτάς Αμερικής και Αγγλίας. Κατά τας συνομιλίας εξητάσθη η πολιτική κατάστασις και η ανάγκη συνεργασίας των κομμάτων δια την αντιμετώπισιν των προβλημάτων της χώρας. Κατόπιν των συναντήσεων τούτων ανεκοινώθη ότι επετεύχθη συμφωνία επί των βασικών σημείων και ότι αι διαπραγματεύσεις θα συνεχισθούν κατά τας προσεχείς ημέρας. Η Κυβέρνησις ανέμενε την έκβασιν των διαβουλεύσεων μετ' ενδιαφέροντος, ενώ εις τους πολιτικούς κύκλους επικρατεί η πεποίθησις ότι θα σχηματισθή ευρυτέρα κυβέρνησις. Αι επαφαί εξακολουθούν και σήμερον εις το Υπουργείον των Εξωτερικών. [333, 300, 462, 520]
text-column [1018, 1238, 1147, 2576]
article-body: Ο κ. Κανελλόπουλος και ο κ. Στεφανόπουλος επεσκέφθησαν χθες τους πρεσβευτάς Αμερικής και Αγγλίας. Κατά τας συνομιλίας εξητάσθη η πολιτική κατάστασις και η ανάγκη συνεργασίας των κομμάτων δια την αντιμετώπισιν των προβλημάτων της χώρας. Κατόπιν των συναντήσεων τούτων ανεκοινώθη ότι επετεύχθη συμφωνία επί των βασικών σημείων και ότι αι διαπραγματεύσεις θα συνεχισθούν κατά τας προσεχείς ημέρας. Η Κυβέρνησις ανέμενε την έκβασιν των διαβουλεύσεων μετ' ενδιαφέροντος, ενώ εις τους πολιτικούς κύκλους επικρατεί η πεποίθησις ότι θα σχηματισθή ευρυτέρα κυβέρνησις. Αι επαφαί εξακολουθούν και σήμερον εις το Υπουργείον των Εξωτερικών. [333, 525, 462, 745]
article-body: Ο κ. Κανελλόπουλος και ο κ. Στεφανόπουλος επεσκέφθησαν χθες τους πρεσβευτάς Αμερικής και Αγγλίας. Κατά τας συνομιλίας εξητάσθη η πολιτική κατάστασις και η ανάγκη συνεργασίας των κομμάτων δια την αντιμετώπισιν των προβλημάτων της χώρας. Κατόπιν των συναντήσεων τούτων ανεκοινώθη ότι επετεύχθη συμφωνία επί των βασικών σημείων και ότι αι διαπραγματεύσεις θα συνεχισθούν κατά τας προσεχείς ημέρας. Η Κυβέρνησις ανέμενε την έκβασιν των διαβουλεύσεων μετ' ενδιαφέροντος, ενώ εις τους πολιτικούς κύκλους επικρατεί η πεποίθησις ότι θα σχηματισθή ευρυτέρα κυβέρνησις. Αι επαφαί εξακολουθούν και σήμερον εις το Υπουργείον των Εξωτερικών. [57, 302, 321, 406]
article-body: Ο κ. Κανελλόπουλος και ο κ. Στεφανόπουλος επεσκέφθησαν χθες τους πρεσβευτάς Αμερικής και Αγγλίας. Κατά τας συνομιλίας εξητάσθη η πολιτική κατάστασις και η ανάγκη συνεργασίας των κομμάτων δια την αντιμετώπισιν των προβλημάτων της χώρας. Κατόπιν των συναντήσεων τούτων ανεκοινώθη ότι επετεύχθη συμφωνία επί των βασικών σημείων και ότι αι διαπραγματεύσεις θα συνεχισθούν κατά τας προσεχείς ημέρας. Η Κυβέρνησις ανέμενε την έκβασιν των διαβουλεύσεων μετ' ενδιαφέροντος, ενώ εις τους πολιτικούς κύκλους επικρατεί η πεποίθησις ότι θα σχηματισθή ευρυτέρα κυβέρνησις. Αι επαφαί εξακολουθούν και σήμερον εις το Υπουργείον των Εξωτερικών. [470, 817, 599, 1037]
article-body: Ο κ. Κανελλόπουλος και ο κ. Στεφανόπουλος επεσκέφθησαν χθες τους πρεσβευτάς Αμερικής και Αγγλίας. Κατά τας συνομιλίας εξητάσθη η πολιτική κατάστασις και η ανάγκη συνεργασίας των κομμάτων δια την αντιμετώπισιν των προβλημάτων της χώρας. Κατόπιν των συναντήσεων τούτων ανεκοινώθη ότι επετεύχθη συμφωνία επί των βασικών σημείων και ότι αι διαπραγματεύσεις θα συνεχισθούν κατά τας προσεχείς ημέρας. Η Κυβέρνησις ανέμενε την έκβασιν των διαβουλεύσεων μετ' ενδιαφέροντος, ενώ εις τους πολιτικούς κύκλους επικρατεί η πεποίθησις ότι θα σχηματισθή ευρυτέρα κυβέρνησις. Αι επαφαί εξακολουθούν και σήμερον εις το Υπουργείον των Εξωτερικών. [695, 1955, 873, 2117]
article-body: Ο κ. Κανελλόπουλος και ο κ. Στεφανόπουλος επεσκέφθησαν χθες τους πρεσβευτάς Αμερικής και Αγγλίας. Κατά τας συνομιλίας εξητάσθη η πολιτική κατάστασις και η ανάγκη συνεργασίας των κομμάτων δια την αντιμετώπισιν των προβλημάτων της χώρας. Κατόπιν των συναντήσεων τούτων ανεκοινώθη ότι επετεύχθη συμφωνία επί των βασικών σημείων και ότι αι διαπραγματεύσεις θα συνεχισθούν κατά τας προσεχείς ημέρας. Η Κυβέρνησις ανέμενε την έκβασιν των διαβουλεύσεων μετ' ενδιαφέροντος, ενώ εις τους πολιτικούς κύκλους επικρατεί η πεποίθησις ότι θα σχηματισθή ευρυτέρα κυβέρνησις. Αι επαφαί εξακολουθούν και σήμερον εις το Υπουργείον των Εξωτερικών. [884, 459, 1147, 564]
headline: ΥΠΟΣΧΕΣΕΙΣ ΠΕΡΙ ΕΛΑΤΤΩΣΕΩΣ ΤΩΝ ΔΙΔΑΚΤΡΩΝ ΜΕΛΛΟΝΤΙΚΩΣ [887, 598, 1143, 657]
subhead: Ο ΑΛΕΞ. ΔΙΟΜΗΔΗΣ ΑΝΑΚΗΡΥΣΣΕΤΑΙ ΕΠΙΤΙΜΟΣ ΤΟΥ ΠΑΝΕΠΙΣΤΗΜΙΟΥ [85, 1905, 293, 1922]
averof-main [333, 1774, 688, 2470]
article-body: Ο κ. Κανελλόπουλος και ο κ. Στεφανόπουλος επεσκέφθησαν χθες τους πρεσβευτάς Αμερικής και Αγγλίας. Κατά τας συνομιλίας εξητάσθη η πολιτική κατάστασις και η ανάγκη συνεργασίας των κομμάτων δια την αντιμετώπισιν των προβλημάτων της χώρας. Κατόπιν των συναντήσεων τούτων ανεκοινώθη ότι επετεύχθη συμφωνία επί των βασικών σημείων και ότι αι διαπραγματεύσεις θα συνεχισθούν κατά τας προσεχείς ημέρας. Η Κυβέρνησις ανέμενε την έκβασιν των διαβουλεύσεων μετ' ενδιαφέροντος, ενώ εις τους πολιτικούς κύκλους επικρατεί η πεποίθησις ότι θα σχηματισθή ευρυτέρα κυβέρνησις. Αι επαφαί εξακολουθούν και σήμερον εις το Υπουργείον των Εξωτερικών. [607, 817, 736, 1037]
headline: ΤΟ ΔΙΟΙΚΗΤΙΚΟΝ ΠΡΟΣΩΠΙΚΟΝ ΤΟΥ ΙΚΑ ΕΞΑΚΟΛΟΥΘΕΙ ΝΑ ΑΠΕΡΓΗ [61, 1196, 317, 1255]
article-body: Ο κ. Κανελλόπουλος και ο κ. Στεφανόπουλος επεσκέφθησαν χθες τους πρεσβευτάς Αμερικής και Αγγλίας. Κατά τας συνομιλίας εξητάσθη η πολιτική κατάστασις και η ανάγκη συνεργασίας των κομμάτων δια την αντιμετώπισιν των προβλημάτων της χώρας. Κατόπιν των συναντήσεων τούτων ανεκοινώθη ότι επετεύχθη συμφωνία επί των βασικών σημείων και ότι αι διαπραγματεύσεις θα συνεχισθούν κατά τας προσεχείς ημέρας. Η Κυβέρνησις ανέμενε την έκβασιν των διαβουλεύσεων μετ' ενδιαφέροντος, ενώ εις τους πολιτικούς κύκλους επικρατεί η πεποίθησις ότι θα σχηματισθή ευρυτέρα κυβέρνησις. Αι επαφαί εξακολουθούν και σήμερον εις το Υπουργείον των Εξωτερικών. [57, 755, 321, 860]
article-body: Ο κ. Κανελλόπουλος και ο κ. Στεφανόπουλος επεσκέφθησαν χθες τους πρεσβευτάς Αμερικής και Αγγλίας. Κατά τας συνομιλίας εξητάσθη η πολιτική κατάστασις και η ανάγκη συνεργασίας των κομμάτων δια την αντιμετώπισιν των προβλημάτων της χώρας. Κατόπιν των συναντήσεων τούτων ανεκοινώθη ότι επετεύχθη συμφωνία επί των βασικών σημείων και ότι αι διαπραγματεύσεις θα συνεχισθούν κατά τας προσεχείς ημέρας. Η Κυβέρνησις ανέμενε την έκβασιν των διαβουλεύσεων μετ' ενδιαφέροντος, ενώ εις τους πολιτικούς κύκλους επικρατεί η πεποίθησις ότι θα σχηματισθή ευρυτέρα κυβέρνησις. Αι επαφαί εξακολουθούν και σήμερον εις το Υπουργείον των Εξωτερικών. [1018, 2351, 1147, 2571]
subhead: Ο ΛΟΓΟΣ ΤΟΥ κ. ΤΣΩΡΤΣΙΛ [895, 1716, 1001, 1725]
headline: Ο 13ος ΜΙΣΘΟΣ ΤΩΝ ΔΗΜ. ΥΠΑΛΛΗΛΩΝ ΘΑ ΚΑΤΑΒΛΗΘΗ ΕΙΣ ΤΡΕΙΣ ΔΟΣΕΙΣ; [66, 867, 312, 927]
subhead: ΑΥΞΗΜΕΝΑΙ ΤΑ ΚΟΜΙΣΤΡΑ ΤΩΝ ΑΥΤΟΚΙΝΗΤΩΝ ΤΑΞΙ [540, 2203, 663, 2220]
article-body: Ο κ. Κανελλόπουλος και ο κ. Στεφανόπουλος επεσκέφθησαν χθες τους πρεσβευτάς Αμερικής και Αγγλίας. Κατά τας συνομιλίας εξητάσθη η πολιτική κατάστασις και η ανάγκη συνεργασίας των κομμάτων δια την αντιμετώπισιν των προβλημάτων της χώρας. Κατόπιν των συναντήσεων τούτων ανεκοινώθη ότι επετεύχθη συμφωνία επί των βασικών σημείων και ότι αι διαπραγματεύσεις θα συνεχισθούν κατά τας προσεχείς ημέρας. Η Κυβέρνησις ανέμενε την έκβασιν των διαβουλεύσεων μετ' ενδιαφέροντος, ενώ εις τους πολιτικούς κύκλους επικρατεί η πεποίθησις ότι θα σχηματισθή ευρυτέρα κυβέρνησις. Αι επαφαί εξακολουθούν και σήμερον εις το Υπουργείον των Εξωτερικών. [333, 1840, 507, 2002]
subhead: ΚΑΤΑΔΙΚΗ ΔΟΣΙΛΟΓΟΥ [144, 2035, 234, 2044]
article-body: Ο κ. Κανελλόπουλος και ο κ. Στεφανόπουλος επεσκέφθησαν χθες τους πρεσβευτάς Αμερικής και Αγγλίας. Κατά τας συνομιλίας εξητάσθη η πολιτική κατάστασις και η ανάγκη συνεργασίας των κομμάτων δια την αντιμετώπισιν των προβλημάτων της χώρας. Κατόπιν των συναντήσεων τούτων ανεκοινώθη ότι επετεύχθη συμφωνία επί των βασικών σημείων και ότι αι διαπραγματεύσεις θα συνεχισθούν κατά τας προσεχείς ημέρας. Η Κυβέρνησις ανέμενε την έκβασιν των διαβουλεύσεων μετ' ενδιαφέροντος, ενώ εις τους πολιτικούς κύκλους επικρατεί η πεποίθησις ότι θα σχηματισθή ευρυτέρα κυβέρνησις. Αι επαφαί εξακολουθούν και σήμερον εις το Υπουργείον των Εξωτερικών. [514, 1840, 688, 2002]
text-column [884, 660, 1012, 1151]
text-column [333, 283, 462, 754]
text-column [607, 283, 736, 754]
article-body: Ο κ. Κανελλόπουλος και ο κ. Στεφανόπουλος επεσκέφθησαν χθες τους πρεσβευτάς Αμερικής και Αγγλίας. Κατά τας συνομιλίας εξητάσθη η πολιτική κατάστασις και η ανάγκη συνεργασίας των κομμάτων δια την αντιμετώπισιν των προβλημάτων της χώρας. Κατόπιν των συναντήσεων τούτων ανεκοινώθη ότι επετεύχθη συμφωνία επί των βασικών σημείων και ότι αι διαπραγματεύσεις θα συνεχισθούν κατά τας προσεχείς ημέρας. Η Κυβέρνησις ανέμενε την έκβασιν των διαβουλεύσεων μετ' ενδιαφέροντος, ενώ εις τους πολιτικούς κύκλους επικρατεί η πεποίθησις ότι θα σχηματισθή ευρυτέρα κυβέρνησις. Αι επαφαί εξακολουθούν και σήμερον εις το Υπουργείον των Εξωτερικών. [333, 833, 462, 1053]
article-body: Ο κ. Κανελλόπουλος και ο κ. Στεφανόπουλος επεσκέφθησαν χθες τους πρεσβευτάς Αμερικής και Αγγλίας. Κατά τας συνομιλίας εξητάσθη η πολιτική κατάστασις και η ανάγκη συνεργασίας των κομμάτων δια την αντιμετώπισιν των προβλημάτων της χώρας. Κατόπιν των συναντήσεων τούτων ανεκοινώθη ότι επετεύχθη συμφωνία επί των βασικών σημείων και ότι αι διαπραγματεύσεις θα συνεχισθούν κατά τας προσεχείς ημέρας. Η Κυβέρνησις ανέμενε την έκβασιν των διαβουλεύσεων μετ' ενδιαφέροντος, ενώ εις τους πολιτικούς κύκλους επικρατεί η πεποίθησις ότι θα σχηματισθή ευρυτέρα κυβέρνησις. Αι επαφαί εξακολουθούν και σήμερον εις το Υπουργείον των Εξωτερικών. [744, 1321, 873, 1541]
subhead: ΟΙ ΣΥΝΤΑΞΙΟΥΧΟΙ [154, 1052, 225, 1061]
strike-body-columns [884, 660, 1147, 1151]
masthead [50, 62, 1147, 93]
subhead: Η ΑΜΥΝΑ ΤΗΣ ΔΥΣΕΩΣ [903, 1478, 993, 1487]
article-body: Ο κ. Κανελλόπουλος και ο κ. Στεφανόπουλος επεσκέφθησαν χθες τους πρεσβευτάς Αμερικής και Αγγλίας. Κατά τας συνομιλίας εξητάσθη η πολιτική κατάστασις και η ανάγκη συνεργασίας των κομμάτων δια την αντιμετώπισιν των προβλημάτων της χώρας. Κατόπιν των συναντήσεων τούτων ανεκοινώθη ότι επετεύχθη συμφωνία επί των βασικών σημείων και ότι αι διαπραγματεύσεις θα συνεχισθούν κατά τας προσεχείς ημέρας. Η Κυβέρνησις ανέμενε την έκβασιν των διαβουλεύσεων μετ' ενδιαφέροντος, ενώ εις τους πολιτικούς κύκλους επικρατεί η πεποίθησις ότι θα σχηματισθή ευρυτέρα κυβέρνησις. Αι επαφαί εξακολουθούν και σήμερον εις το Υπουργείον των Εξωτερικών. [333, 2175, 507, 2337]
article-body: Ο κ. Κανελλόπουλος και ο κ. Στεφανόπουλος επεσκέφθησαν χθες τους πρεσβευτάς Αμερικής και Αγγλίας. Κατά τας συνομιλίας εξητάσθη η πολιτική κατάστασις και η ανάγκη συνεργασίας των κομμάτων δια την αντιμετώπισιν των προβλημάτων της χώρας. Κατόπιν των συναντήσεων τούτων ανεκοινώθη ότι επετεύχθη συμφωνία επί των βασικών σημείων και ότι αι διαπραγματεύσεις θα συνεχισθούν κατά τας προσεχείς ημέρας. Η Κυβέρνησις ανέμενε την έκβασιν των διαβουλεύσεων μετ' ενδιαφέροντος, ενώ εις τους πολιτικούς κύκλους επικρατεί η πεποίθησις ότι θα σχηματισθή ευρυτέρα κυβέρνησις. Αι επαφαί εξακολουθούν και σήμερον εις το Υπουργείον των Εξωτερικών. [470, 283, 599, 504]
text-column [607, 1321, 736, 1771]
text-column [744, 283, 873, 754]
subhead: ΤΟ ΜΕΡΙΣΜΑ ΤΟΥ ΜΕΤΟΧΙΚΟΥ ΤΑΜΕΙΟΥ ΠΟΛΙΤ. ΥΠΑΛΛΗΛΩΝ [69, 1174, 309, 1183]
subhead: Η ΣΥΝΕΔΡΙΑΣΙΣ ΤΟΥ ΣΩΜΑΤΟΣ [724, 2122, 845, 2131]
article-body: Ο κ. Κανελλόπουλος και ο κ. Στεφανόπουλος επεσκέφθησαν χθες τους πρεσβευτάς Αμερικής και Αγγλίας. Κατά τας συνομιλίας εξητάσθη η πολιτική κατάστασις και η ανάγκη συνεργασίας των κομμάτων δια την αντιμετώπισιν των προβλημάτων της χώρας. Κατόπιν των συναντήσεων τούτων ανεκοινώθη ότι επετεύχθη συμφωνία επί των βασικών σημείων και ότι αι διαπραγματεύσεις θα συνεχισθούν κατά τας προσεχείς ημέρας. Η Κυβέρνησις ανέμενε την έκβασιν των διαβουλεύσεων μετ' ενδιαφέροντος, ενώ εις τους πολιτικούς κύκλους επικρατεί η πεποίθησις ότι θα σχηματισθή ευρυτέρα κυβέρνησις. Αι επαφαί εξακολουθούν και σήμερον εις το Υπουργείον των Εξωτερικών. [57, 412, 321, 517]
story-reactions [333, 1294, 873, 1771]
subhead: ΕΠΙΦΥΛΑΞΕΙΣ ΕΙΣ ΤΗΝ ΒΟΥΛΗΝ [539, 1827, 663, 1835]
masthead-left: ΠΑΡΑΣ. 15 ΔΕΚΕΜΒΡΙΟΥ ΓΡΑΦΕΙΑ: ΟΔΟΣ ΚΑΡΑΓΕΩΡΓΗ ΣΕΡΒΙΑΣ ΑΡΙΘΜΟΣ 4. [59, 75, 378, 84]
text-column [884, 1238, 1012, 2576]
article-body: Ο κ. Κανελλόπουλος και ο κ. Στεφανόπουλος επεσκέφθησαν χθες τους πρεσβευτάς Αμερικής και Αγγλίας. Κατά τας συνομιλίας εξητάσθη η πολιτική κατάστασις και η ανάγκη συνεργασίας των κομμάτων δια την αντιμετώπισιν των προβλημάτων της χώρας. Κατόπιν των συναντήσεων τούτων ανεκοινώθη ότι επετεύχθη συμφωνία επί των βασικών σημείων και ότι αι διαπραγματεύσεις θα συνεχισθούν κατά τας προσεχείς ημέρας. Η Κυβέρνησις ανέμενε την έκβασιν των διαβουλεύσεων μετ' ενδιαφέροντος, ενώ εις τους πολιτικούς κύκλους επικρατεί η πεποίθησις ότι θα σχηματισθή ευρυτέρα κυβέρνησις. Αι επαφαί εξακολουθούν και σήμερον εις το Υπουργείον των Εξωτερικών. [514, 2224, 688, 2387]
article-body: Ο κ. Κανελλόπουλος και ο κ. Στεφανόπουλος επεσκέφθησαν χθες τους πρεσβευτάς Αμερικής και Αγγλίας. Κατά τας συνομιλίας εξητάσθη η πολιτική κατάστασις και η ανάγκη συνεργασίας των κομμάτων δια την αντιμετώπισιν των προβλημάτων της χώρας. Κατόπιν των συναντήσεων τούτων ανεκοινώθη ότι επετεύχθη συμφωνία επί των βασικών σημείων και ότι αι διαπραγματεύσεις θα συνεχισθούν κατά τας προσεχείς ημέρας. Η Κυβέρνησις ανέμενε την έκβασιν των διαβουλεύσεων μετ' ενδιαφέροντος, ενώ εις τους πολιτικούς κύκλους επικρατεί η πεποίθησις ότι θα σχηματισθή ευρυτέρα κυβέρνησις. Αι επαφαί εξακολουθούν και σήμερον εις το Υπουργείον των Εξωτερικών. [1025, 2034, 1140, 2302]
subhead: Η ΣΥΖΗΤΗΣΙΣ ΤΗΣ ΗΜΕΡΑΣ [731, 1941, 838, 1950]
article-body: Ο κ. Κανελλόπουλος και ο κ. Στεφανόπουλος επεσκέφθησαν χθες τους πρεσβευτάς Αμερικής και Αγγλίας. Κατά τας συνομιλίας εξητάσθη η πολιτική κατάστασις και η ανάγκη συνεργασίας των κομμάτων δια την αντιμετώπισιν των προβλημάτων της χώρας. Κατόπιν των συναντήσεων τούτων ανεκοινώθη ότι επετεύχθη συμφωνία επί των βασικών σημείων και ότι αι διαπραγματεύσεις θα συνεχισθούν κατά τας προσεχείς ημέρας. Η Κυβέρνησις ανέμενε την έκβασιν των διαβουλεύσεων μετ' ενδιαφέροντος, ενώ εις τους πολιτικούς κύκλους επικρατεί η πεποίθησις ότι θα σχηματισθή ευρυτέρα κυβέρνησις. Αι επαφαί εξακολουθούν και σήμερον εις το Υπουργείον των Εξωτερικών. [1018, 179, 1147, 399]
subhead: ΑΝΑΚΑΤΑΝΟΜΗ ΤΟΥ ΦΟΡΟΥ ΤΗΣ ΙΣΟΚΤΗΤΗ ΛΑΟΙΟΥ ΥΠΕΡ ΤΩΝ ΖΕΝΗΘΕΝΤΩΝ [1029, 1717, 1137, 1759]
text-column [470, 1321, 599, 1771]
article-body: Ο κ. Κανελλόπουλος και ο κ. Στεφανόπουλος επεσκέφθησαν χθες τους πρεσβευτάς Αμερικής και Αγγλίας. Κατά τας συνομιλίας εξητάσθη η πολιτική κατάστασις και η ανάγκη συνεργασίας των κομμάτων δια την αντιμετώπισιν των προβλημάτων της χώρας. Κατόπιν των συναντήσεων τούτων ανεκοινώθη ότι επετεύχθη συμφωνία επί των βασικών σημείων και ότι αι διαπραγματεύσεις θα συνεχισθούν κατά τας προσεχείς ημέρας. Η Κυβέρνησις ανέμενε την έκβασιν των διαβουλεύσεων μετ' ενδιαφέροντος, ενώ εις τους πολιτικούς κύκλους επικρατεί η πεποίθησις ότι θα σχηματισθή ευρυτέρα κυβέρνησις. Αι επαφαί εξακολουθούν και σήμερον εις το Υπουργείον των Εξωτερικών. [607, 1321, 736, 1541]
text-column [514, 1824, 688, 2391]
subhead: ΤΑΡΑΞΙΑΣ ΣΤΡΑΤΙΩΤΗΣ ΔΗΜΙΟΥΡΓΕΙ ΣΗΜΕΙΑ ΕΙΣ ΕΝΑ ΟΙΝΟΜΑΓΕΙΡΙΟΝ [1027, 2315, 1138, 2346]
story-embassy [884, 420, 1147, 575]
subhead: ΜΙΑ ΑΝΑΣΚΟΠΗΣΙΣ ΤΟΥ κ. ΠΛΑΚΟΠΟΥΛΟΥ [1031, 885, 1135, 902]
article-body: Ο κ. Κανελλόπουλος και ο κ. Στεφανόπουλος επεσκέφθησαν χθες τους πρεσβευτάς Αμερικής και Αγγλίας. Κατά τας συνομιλίας εξητάσθη η πολιτική κατάστασις και η ανάγκη συνεργασίας των κομμάτων δια την αντιμετώπισιν των προβλημάτων της χώρας. Κατόπιν των συναντήσεων τούτων ανεκοινώθη ότι επετεύχθη συμφωνία επί των βασικών σημείων και ότι αι διαπραγματεύσεις θα συνεχισθούν κατά τας προσεχείς ημέρας. Η Κυβέρνησις ανέμενε την έκβασιν των διαβουλεύσεων μετ' ενδιαφέροντος, ενώ εις τους πολιτικούς κύκλους επικρατεί η πεποίθησις ότι θα σχηματισθή ευρυτέρα κυβέρνησις. Αι επαφαί εξακολουθούν και σήμερον εις το Υπουργείον των Εξωτερικών. [1018, 1492, 1147, 1712]
subhead: ΑΦΟΥ ΣΥΝΗΝΤΗΘΗΣΑΝ ΜΕ ΤΟΥΣ ΠΡΕΣΒΕΙΣ ΑΜΕΡΙΚΗΣ ΚΑΙ ΑΓΓΛΙΑΣ [68, 279, 310, 297]
article-body: Ο κ. Κανελλόπουλος και ο κ. Στεφανόπουλος επεσκέφθησαν χθες τους πρεσβευτάς Αμερικής και Αγγλίας. Κατά τας συνομιλίας εξητάσθη η πολιτική κατάστασις και η ανάγκη συνεργασίας των κομμάτων δια την αντιμετώπισιν των προβλημάτων της χώρας. Κατόπιν των συναντήσεων τούτων ανεκοινώθη ότι επετεύχθη συμφωνία επί των βασικών σημείων και ότι αι διαπραγματεύσεις θα συνεχισθούν κατά τας προσεχείς ημέρας. Η Κυβέρνησις ανέμενε την έκβασιν των διαβουλεύσεων μετ' ενδιαφέροντος, ενώ εις τους πολιτικούς κύκλους επικρατεί η πεποίθησις ότι θα σχηματισθή ευρυτέρα κυβέρνησις. Αι επαφαί εξακολουθούν και σήμερον εις το Υπουργείον των Εξωτερικών. [884, 1955, 1012, 2175]
article-body: Ο κ. Κανελλόπουλος και ο κ. Στεφανόπουλος επεσκέφθησαν χθες τους πρεσβευτάς Αμερικής και Αγγλίας. Κατά τας συνομιλίας εξητάσθη η πολιτική κατάστασις και η ανάγκη συνεργασίας των κομμάτων δια την αντιμετώπισιν των προβλημάτων της χώρας. Κατόπιν των συναντήσεων τούτων ανεκοινώθη ότι επετεύχθη συμφωνία επί των βασικών σημείων και ότι αι διαπραγματεύσεις θα συνεχισθούν κατά τας προσεχείς ημέρας. Η Κυβέρνησις ανέμενε την έκβασιν των διαβουλεύσεων μετ' ενδιαφέροντος, ενώ εις τους πολιτικούς κύκλους επικρατεί η πεποίθησις ότι θα σχηματισθή ευρυτέρα κυβέρνησις. Αι επαφαί εξακολουθούν και σήμερον εις το Υπουργείον των Εξωτερικών. [333, 2007, 507, 2170]
article-body: Ο κ. Κανελλόπουλος και ο κ. Στεφανόπουλος επεσκέφθησαν χθες τους πρεσβευτάς Αμερικής και Αγγλίας. Κατά τας συνομιλίας εξητάσθη η πολιτική κατάστασις και η ανάγκη συνεργασίας των κομμάτων δια την αντιμετώπισιν των προβλημάτων της χώρας. Κατόπιν των συναντήσεων τούτων ανεκοινώθη ότι επετεύχθη συμφωνία επί των βασικών σημείων και ότι αι διαπραγματεύσεις θα συνεχισθούν κατά τας προσεχείς ημέρας. Η Κυβέρνησις ανέμενε την έκβασιν των διαβουλεύσεων μετ' ενδιαφέροντος, ενώ εις τους πολιτικούς κύκλους επικρατεί η πεποίθησις ότι θα σχηματισθή ευρυτέρα κυβέρνησις. Αι επαφαί εξακολουθούν και σήμερον εις το Υπουργείον των Εξωτερικών. [333, 1546, 462, 1766]
headline: Ο κ. ΑΒΕΡΩΦ ΘΑ ΠΑΡΑΜΕΙΝΗ ΜΕΧΡΙ ΤΗΣ ΔΕΥΤΕΡΑΣ ΕΙΣ ΤΟ ΥΠΟΥΡΓΕΙΟΝ [333, 1772, 688, 1821]
article-body: Ο κ. Κανελλόπουλος και ο κ. Στεφανόπουλος επεσκέφθησαν χθες τους πρεσβευτάς Αμερικής και Αγγλίας. Κατά τας συνομιλίας εξητάσθη η πολιτική κατάστασις και η ανάγκη συνεργασίας των κομμάτων δια την αντιμετώπισιν των προβλημάτων της χώρας. Κατόπιν των συναντήσεων τούτων ανεκοινώθη ότι επετεύχθη συμφωνία επί των βασικών σημείων και ότι αι διαπραγματεύσεις θα συνεχισθούν κατά τας προσεχείς ημέρας. Η Κυβέρνησις ανέμενε την έκβασιν των διαβουλεύσεων μετ' ενδιαφέροντος, ενώ εις τους πολιτικούς κύκλους επικρατεί η πεποίθησις ότι θα σχηματισθή ευρυτέρα κυβέρνησις. Αι επαφαί εξακολουθούν και σήμερον εις το Υπουργείον των Εξωτερικών. [744, 283, 873, 504]
story-parliament [333, 758, 873, 1289]
article-body: Ο κ. Κανελλόπουλος και ο κ. Στεφανόπουλος επεσκέφθησαν χθες τους πρεσβευτάς Αμερικής και Αγγλίας. Κατά τας συνομιλίας εξητάσθη η πολιτική κατάστασις και η ανάγκη συνεργασίας των κομμάτων δια την αντιμετώπισιν των προβλημάτων της χώρας. Κατόπιν των συναντήσεων τούτων ανεκοινώθη ότι επετεύχθη συμφωνία επί των βασικών σημείων και ότι αι διαπραγματεύσεις θα συνεχισθούν κατά τας προσεχείς ημέρας. Η Κυβέρνησις ανέμενε την έκβασιν των διαβουλεύσεων μετ' ενδιαφέροντος, ενώ εις τους πολιτικούς κύκλους επικρατεί η πεποίθησις ότι θα σχηματισθή ευρυτέρα κυβέρνησις. Αι επαφαί εξακολουθούν και σήμερον εις το Υπουργείον των Εξωτερικών. [744, 509, 873, 729]
masthead-right: ΤΗΛΕΦΩΝΑ: ΓΡΑΦΕΙΩΝ: 33.310 26.324. — ΤΥΠΟΓΡΑΦΕΙΑ: ΑΝΑΞΑΓΟΡΑ 5. — ΤΗΛΕΦ. 29.954 [772, 75, 1147, 84]
article-body: Ο κ. Κανελλόπουλος και ο κ. Στεφανόπουλος επεσκέφθησαν χθες τους πρεσβευτάς Αμερικής και Αγγλίας. Κατά τας συνομιλίας εξητάσθη η πολιτική κατάστασις και η ανάγκη συνεργασίας των κομμάτων δια την αντιμετώπισιν των προβλημάτων της χώρας. Κατόπιν των συναντήσεων τούτων ανεκοινώθη ότι επετεύχθη συμφωνία επί των βασικών σημείων και ότι αι διαπραγματεύσεις θα συνεχισθούν κατά τας προσεχείς ημέρας. Η Κυβέρνησις ανέμενε την έκβασιν των διαβουλεύσεων μετ' ενδιαφέροντος, ενώ εις τους πολιτικούς κύκλους επικρατεί η πεποίθησις ότι θα σχηματισθή ευρυτέρα κυβέρνησις. Αι επαφαί εξακολουθούν και σήμερον εις το Υπουργείον των Εξωτερικών. [884, 1729, 1012, 1949]
column-rule [878, 102, 879, 1677]
article-body: Ο κ. Κανελλόπουλος και ο κ. Στεφανόπουλος επεσκέφθησαν χθες τους πρεσβευτάς Αμερικής και Αγγλίας. Κατά τας συνομιλίας εξητάσθη η πολιτική κατάστασις και η ανάγκη συνεργασίας των κομμάτων δια την αντιμετώπισιν των προβλημάτων της χώρας. Κατόπιν των συναντήσεων τούτων ανεκοινώθη ότι επετεύχθη συμφωνία επί των βασικών σημείων και ότι αι διαπραγματεύσεις θα συνεχισθούν κατά τας προσεχείς ημέρας. Η Κυβέρνησις ανέμενε την έκβασιν των διαβουλεύσεων μετ' ενδιαφέροντος, ενώ εις τους πολιτικούς κύκλους επικρατεί η πεποίθησις ότι θα σχηματισθή ευρυτέρα κυβέρνησις. Αι επαφαί εξακολουθούν και σήμερον εις το Υπουργείον των Εξωτερικών. [57, 1065, 321, 1170]
ship-story [1018, 1988, 1147, 2312]
lead-story [333, 98, 873, 755]
article-body: Ο κ. Κανελλόπουλος και ο κ. Στεφανόπουλος επεσκέφθησαν χθες τους πρεσβευτάς Αμερικής και Αγγλίας. Κατά τας συνομιλίας εξητάσθη η πολιτική κατάστασις και η ανάγκη συνεργασίας των κομμάτων δια την αντιμετώπισιν των προβλημάτων της χώρας. Κατόπιν των συναντήσεων τούτων ανεκοινώθη ότι επετεύχθη συμφωνία επί των βασικών σημείων και ότι αι διαπραγματεύσεις θα συνεχισθούν κατά τας προσεχείς ημέρας. Η Κυβέρνησις ανέμενε την έκβασιν των διαβουλεύσεων μετ' ενδιαφέροντος, ενώ εις τους πολιτικούς κύκλους επικρατεί η πεποίθησις ότι θα σχηματισθή ευρυτέρα κυβέρνησις. Αι επαφαί εξακολουθούν και σήμερον εις το Υπουργείον των Εξωτερικών. [57, 1926, 321, 2030]
subhead: Ο ΑΝΤΙΚΤΥΠΟΣ ΕΠΙ ΤΗΣ ΕΛΛΑΔΟΣ [624, 508, 719, 525]
text-column [333, 1824, 507, 2391]
article-body: Ο κ. Κανελλόπουλος και ο κ. Στεφανόπουλος επεσκέφθησαν χθες τους πρεσβευτάς Αμερικής και Αγγλίας. Κατά τας συνομιλίας εξητάσθη η πολιτική κατάστασις και η ανάγκη συνεργασίας των κομμάτων δια την αντιμετώπισιν των προβλημάτων της χώρας. Κατόπιν των συναντήσεων τούτων ανεκοινώθη ότι επετεύχθη συμφωνία επί των βασικών σημείων και ότι αι διαπραγματεύσεις θα συνεχισθούν κατά τας προσεχείς ημέρας. Η Κυβέρνησις ανέμενε την έκβασιν των διαβουλεύσεων μετ' ενδιαφέροντος, ενώ εις τους πολιτικούς κύκλους επικρατεί η πεποίθησις ότι θα σχηματισθή ευρυτέρα κυβέρνησις. Αι επαφαί εξακολουθούν και σήμερον εις το Υπουργείον των Εξωτερικών. [470, 1546, 599, 1766]
subhead: ΤΟ ΔΩΡΟΝ ΤΩΝ ΣΥΝΤΑΞΙΟΥΧΩΝ [125, 929, 253, 938]
